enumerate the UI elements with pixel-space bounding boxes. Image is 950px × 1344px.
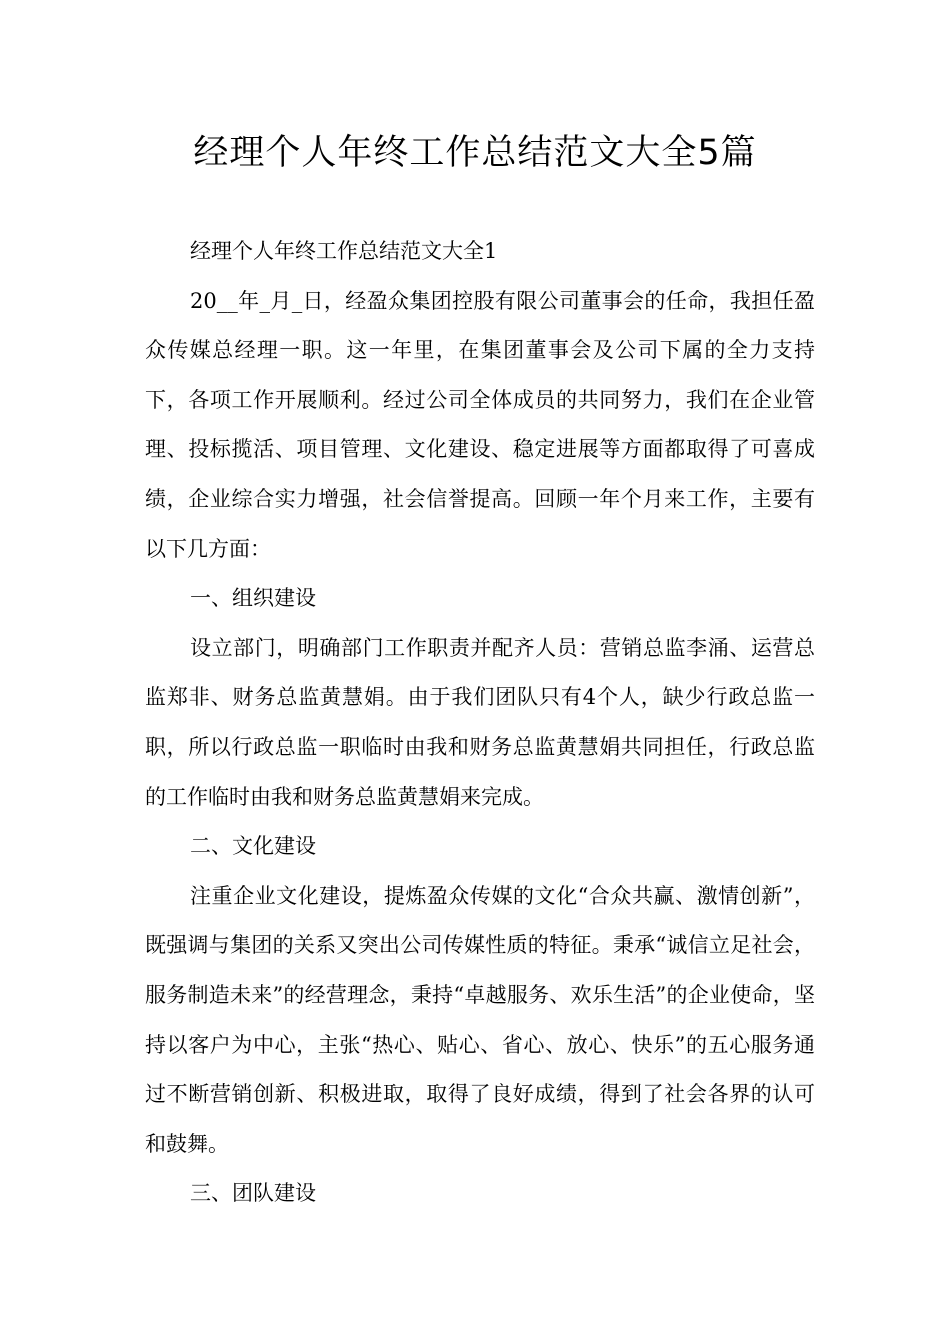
paragraph-intro: 20__年_月_日，经盈众集团控股有限公司董事会的任命，我担任盈众传媒总经理一职。这一年里，在集团董事会及公司下属的全力支持下，各项工作开展顺利。经过公司全体成员的共同努力，我们在企业管理、投标揽活、项目管理、文化建设、稳定进展等方面都取得了可喜成绩，企业综合实力增强，社会信誉提高。回顾一年个月来工作，主要有以下几方面： xyxy=(145,288,815,561)
section-heading-organization: 一、组织建设 xyxy=(190,586,316,611)
section-heading-team: 三、团队建设 xyxy=(190,1181,316,1206)
document-body xyxy=(145,227,815,1219)
paragraph-culture: 注重企业文化建设，提炼盈众传媒的文化“合众共赢、激情创新”，既强调与集团的关系又突出公司传媒性质的特征。秉承“诚信立足社会，服务制造未来”的经营理念，秉持“卓越服务、欢乐生活”的企业使命，坚持以客户为中心，主张“热心、贴心、省心、放心、快乐”的五心服务通过不断营销创新、积极进取，取得了良好成绩，得到了社会各界的认可和鼓舞。 xyxy=(145,883,815,1156)
paragraph-organization: 设立部门，明确部门工作职责并配齐人员：营销总监李涌、运营总监郑非、财务总监黄慧娟。由于我们团队只有4个人，缺少行政总监一职，所以行政总监一职临时由我和财务总监黄慧娟共同担任，行政总监的工作临时由我和财务总监黄慧娟来完成。 xyxy=(145,635,815,809)
section-heading-article-1: 经理个人年终工作总结范文大全1 xyxy=(190,239,498,263)
document-title: 经理个人年终工作总结范文大全5篇 xyxy=(193,133,757,173)
section-heading-culture: 二、文化建设 xyxy=(190,834,316,859)
